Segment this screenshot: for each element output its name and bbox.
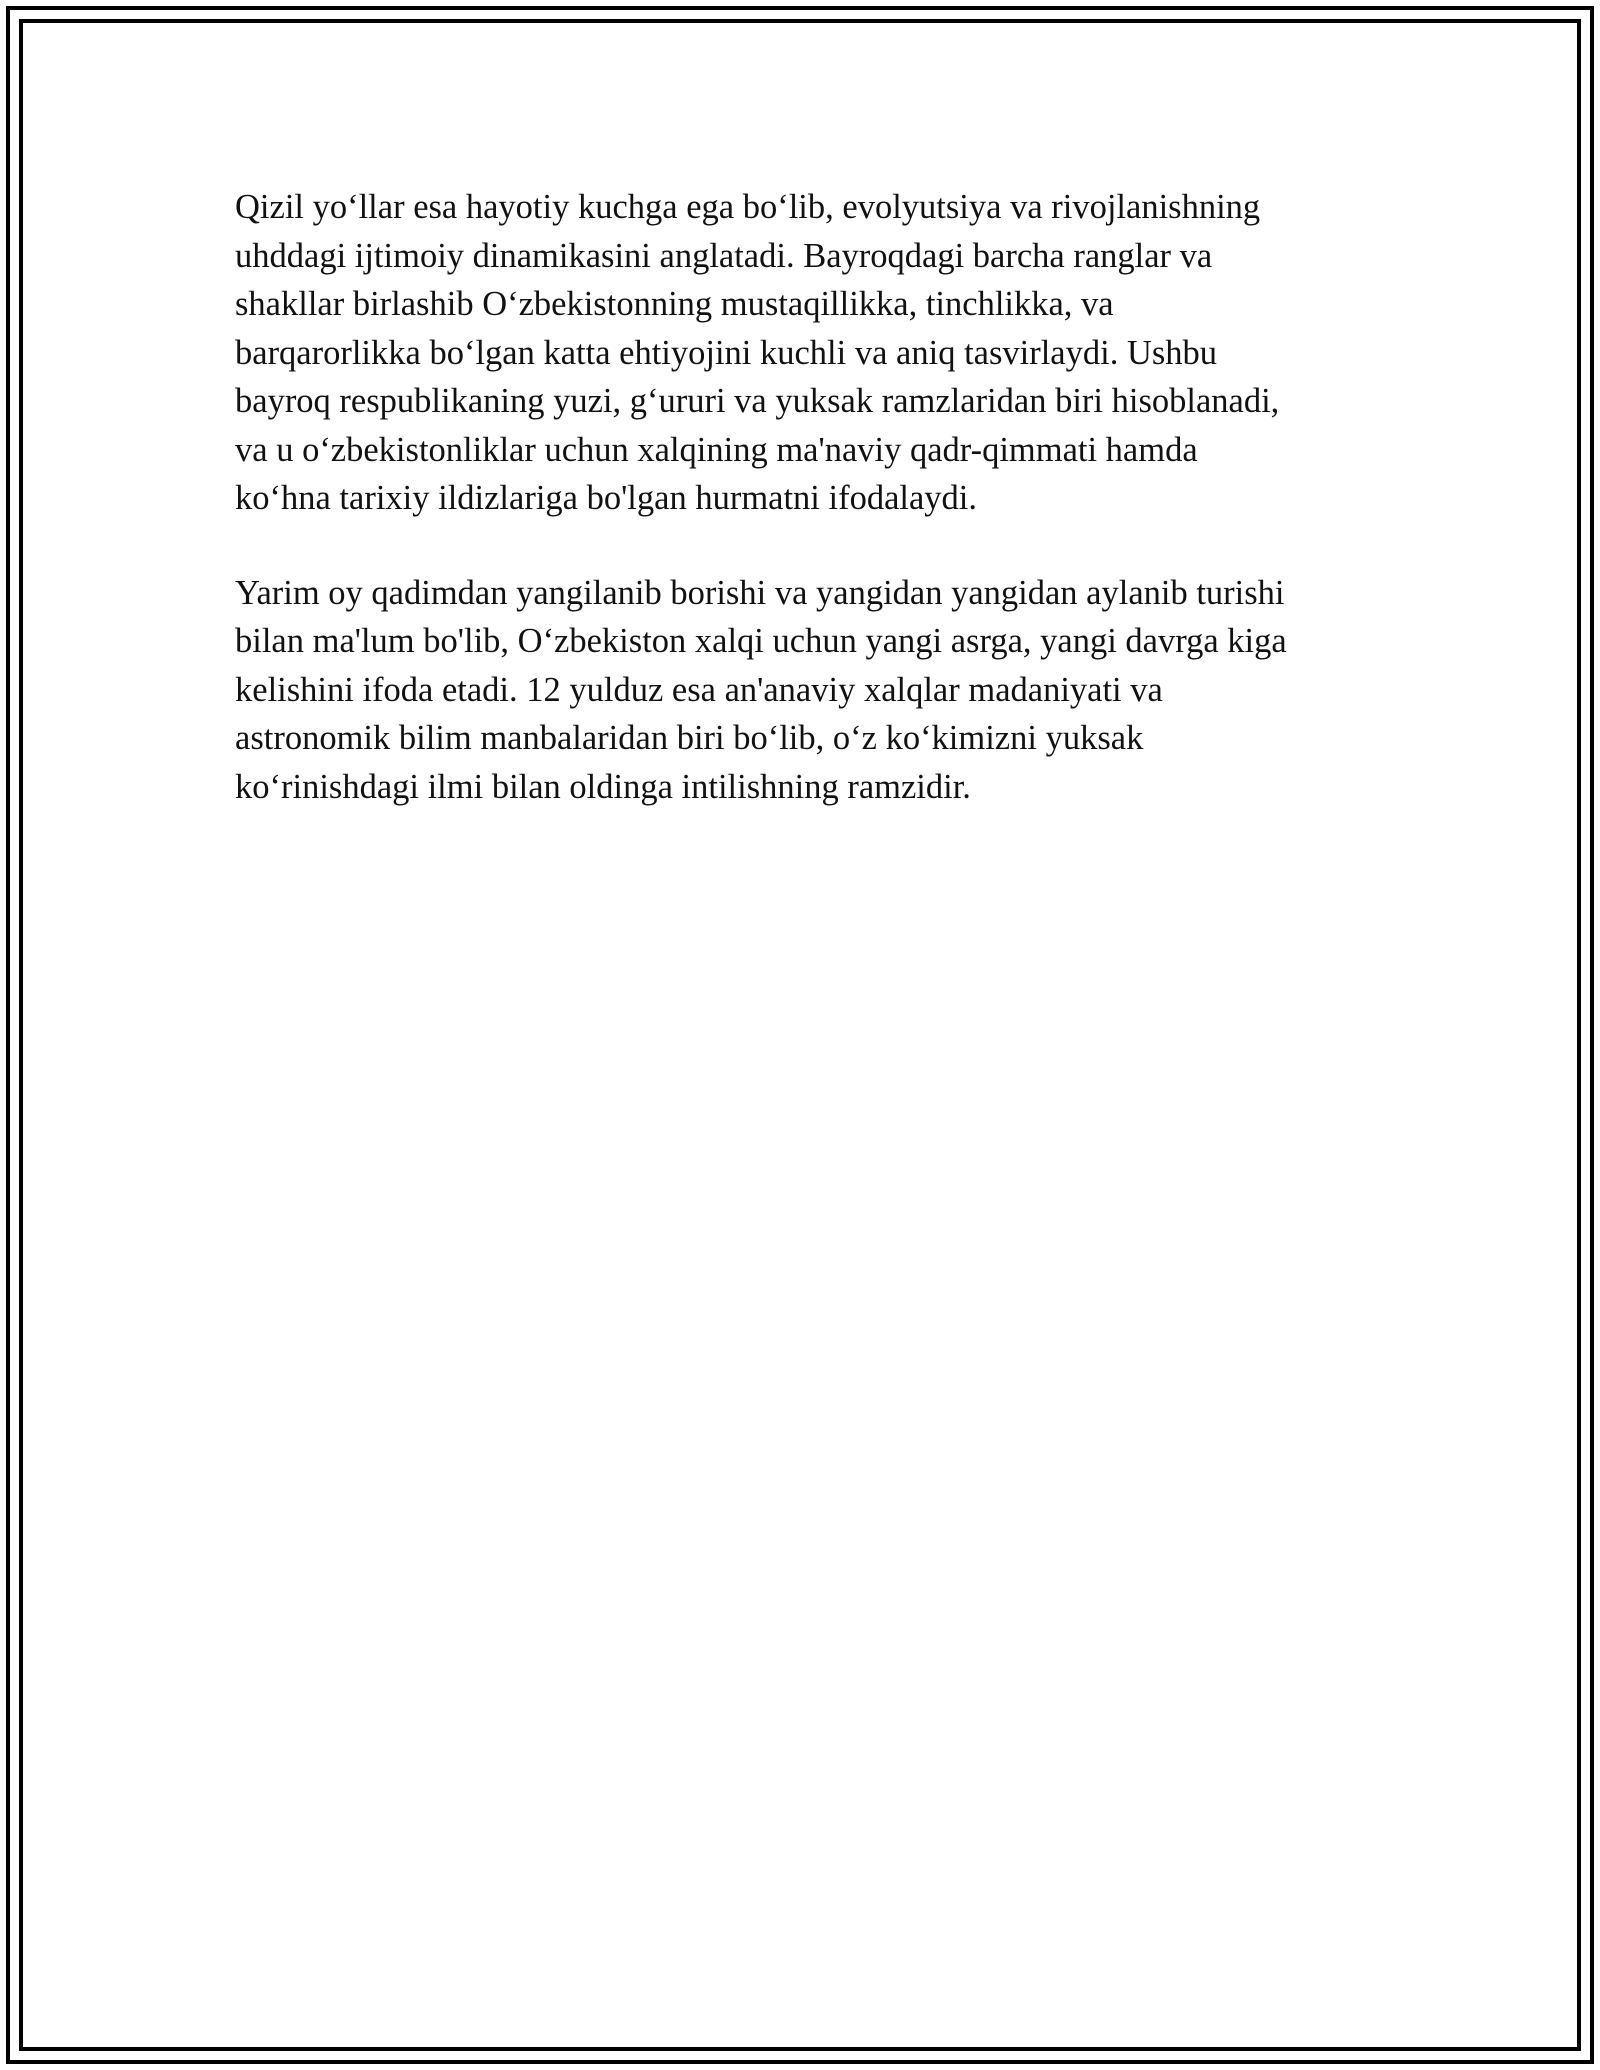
paragraph-flag-colors [235,183,1370,523]
text-line: shakllar birlashib O‘zbekistonning mustaqillikka, tinchlikka, va [235,285,1114,323]
text-line: ko‘hna tarixiy ildizlariga bo'lgan hurmatni ifodalaydi. [235,479,978,517]
paragraph-crescent-stars [235,569,1370,812]
text-line: bilan ma'lum bo'lib, O‘zbekiston xalqi uchun yangi asrga, yangi davrga kiga [235,622,1287,660]
text-line: kelishini ifoda etadi. 12 yulduz esa an'anaviy xalqlar madaniyati va [235,670,1163,709]
text-line: Qizil yo‘llar esa hayotiy kuchga ega bo‘lib, evolyutsiya va rivojlanishning [235,188,1261,226]
text-line: bayroq respublikaning yuzi, g‘ururi va yuksak ramzlaridan biri hisoblanadi, [235,382,1280,420]
text-line: ko‘rinishdagi ilmi bilan oldinga intilishning ramzidir. [235,767,971,806]
text-line: uhddagi ijtimoiy dinamikasini anglatadi. Bayroqdagi barcha ranglar va [235,236,1213,275]
text-line: astronomik bilim manbalaridan biri bo‘lib, o‘z ko‘kimizni yuksak [235,719,1144,757]
document-body [235,183,1370,811]
text-line: Yarim oy qadimdan yangilanib borishi va yangidan yangidan aylanib turishi [235,573,1285,612]
text-line: barqarorlikka bo‘lgan katta ehtiyojini kuchli va aniq tasvirlaydi. Ushbu [235,333,1218,372]
text-line: va u o‘zbekistonliklar uchun xalqining ma'naviy qadr-qimmati hamda [235,430,1198,469]
